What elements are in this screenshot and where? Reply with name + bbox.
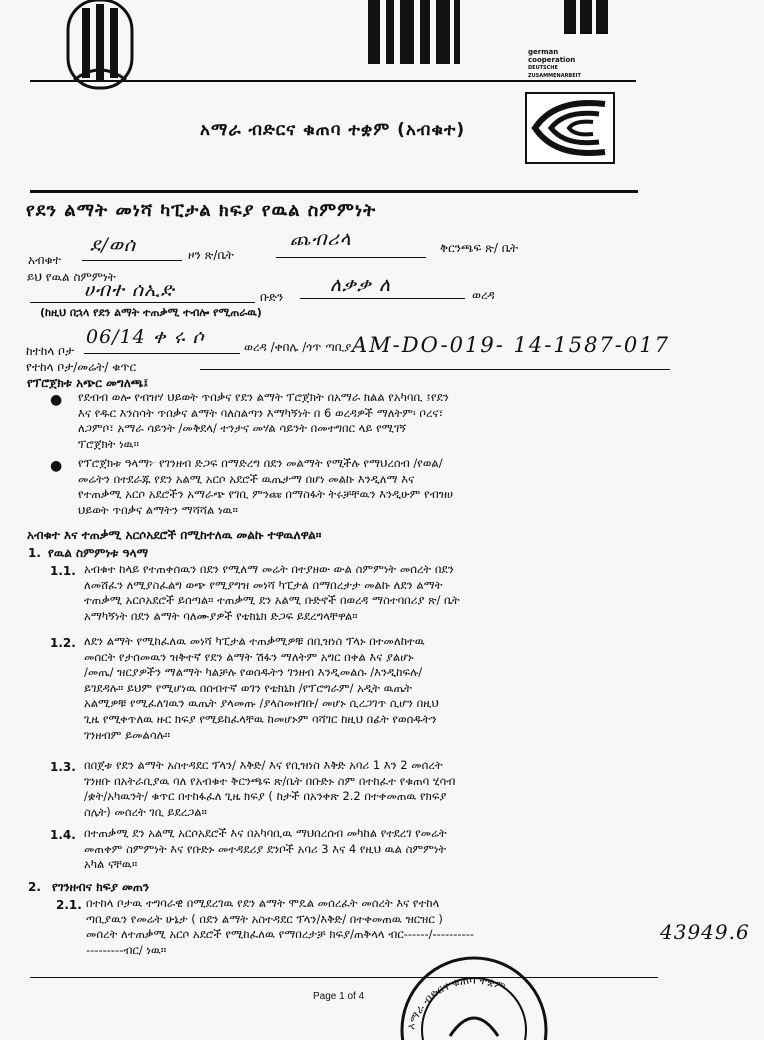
zone-underline xyxy=(82,260,182,261)
footer-divider xyxy=(30,977,658,978)
beneficiary-note: (ከዚህ በኋላ የደን ልማት ተጠቃሚ ተብሎ የሚጠራዉ) xyxy=(40,306,262,319)
plot-number-underline xyxy=(200,369,670,370)
page-number: Page 1 of 4 xyxy=(313,991,365,1002)
clause-2-1: በተከላ ቦታዉ ተግባራዊ በሚደረገዉ የደን ልማት ሞዴል መሰረፈት መሰረት እና የተከላ ጣቢያዉን የመሬት ሁኔታ ( በደን ልማት አስተዳደር ፕላን/እቅድ/ በተቀመጠዉ ዝርዝር ) መሰረት ለተጠቃሚ አርሶ አደሮች የሚከፈለዉ የማበረታቻ ክፍያ/ጠቅላላ ብር------/---------- ---------ብር/ ነዉ። xyxy=(86,896,475,957)
document-title: የደን ልማት መነሻ ካፒታል ክፍያ የዉል ስምምነት xyxy=(26,200,377,221)
clause-1-3-number: 1.3. xyxy=(50,760,76,774)
woreda-label: ወረዳ xyxy=(472,288,495,302)
handwritten-amount: 43949.6 xyxy=(660,920,750,944)
partner-emblem-icon xyxy=(520,0,610,36)
zone-office-label: ዞን ጽ/ቤት xyxy=(188,248,234,262)
clause-1-2-number: 1.2. xyxy=(50,636,76,650)
branch-value: ጨብሪላ xyxy=(290,228,352,250)
emblem-logo xyxy=(62,0,138,90)
clause-1-3: በበጀቱ የደን ልማት አስተዳደር ፕላን/ እቅድ/ እና የቢዝነስ እቅድ አባሪ 1 እን 2 መሰረት ገንዘቡ በአትራቢያዉ ባለ የአብቁተ ቅርንጫፍ ጽ/ቤት በቡድኑ ስም በተከፈተ የቁጠባ ሂሳብ /ቋት/አካዉንት/ ቁጥር በተከፋፈለ ጊዜ ክፍያ ( ከታች በአንቀጽ 2.2 በተቀመጠዉ የክፍያ ስሌት) መሰረት ገቢ ይደረጋል። xyxy=(84,758,456,819)
site-label: ከተከላ ቦታ xyxy=(26,344,74,358)
bullet-2: ● xyxy=(50,458,63,474)
project-description: የደብብ ወሎ የብዝሃ ህይወት ጥበቃና የደን ልማት ፕሮጀክት በአማራ ክልል የአካባቢ ፤የደን እና የዱር እንስሳት ጥበቃና ልማት ባለስልጣን እማካኝነት በ 6 ወረዳዎች ማለትም፡ ቦረና፣ ለጋምቦ፣ አማራ ሳይንት /መቅደላ/ ተንታና መሃል ሳይንት በመተግበር ላይ የሚገኝ ፕሮጀክት ነዉ። xyxy=(78,390,449,451)
site-location-label: ወረዳ /ቀበሌ /ጎጥ ጣቢያ xyxy=(244,340,352,354)
title-divider xyxy=(30,190,638,193)
beneficiary-name-value: ሀብተ ሰኢድ xyxy=(84,279,175,301)
org-logo xyxy=(368,0,460,68)
section-2-number: 2. xyxy=(28,880,41,894)
partner-text: german cooperation DEUTSCHE ZUSAMMENARBEIT xyxy=(528,48,581,79)
clause-2-1-number: 2.1. xyxy=(56,898,82,912)
stamp-text: ኦማራ ብድርና ቁጠባ ተቋም xyxy=(404,973,508,1031)
clause-1-1-number: 1.1. xyxy=(50,564,76,578)
clause-1-1: አብቁተ ከላይ የተጠቀሰዉን በደን የሚለማ መሬት በተያዘው ውል ስምምነት መሰረት በደን ለመሸፈን ለሚያስፈልግ ወጭ የሚያግዝ መነሻ ካፒታል በማበረታታ መልኩ ለደን ልማት ተጠቃሚ አርሶአደሮች ይሰጣል። ተጠቃሚ ደን አልሚ ቡድኖች በወረዳ ማስተባበሪያ ጽ/ ቤት አማካኝነት በደን ልማት ባለሙያዎች የቴክኒክ ድጋፍ ይደረግላቸዋል። xyxy=(84,562,460,623)
beneficiary-underline xyxy=(30,302,255,303)
plot-number-label: የተከላ ቦታ/መሬት/ ቁጥር xyxy=(26,360,137,374)
clause-1-4: በተጠቃሚ ደን አልሚ አርሶአደሮች እና በአካባቢዉ ማህበረሰብ መካከል የተደረገ የመሬት መጠቀም ስምምነት እና የቡድኑ መተዳደሪያ ደንቦች አባሪ 3 እና 4 የዚህ ዉል ስምምነት አካል ናቸዉ። xyxy=(84,826,447,872)
section-1-title: የዉል ስምምነቱ ዓላማ xyxy=(48,546,149,560)
agreement-statement: አብቁተ እና ተጠቃሚ አርሶአደሮች በሚከተለዉ መልኩ ተዋዉለዋል። xyxy=(27,528,322,542)
branch-underline xyxy=(276,257,426,258)
project-objective: የፕሮጀክቱ ዓላማ፦ የገንዘብ ድጋፍ በማድረግ በደን መልማት የሚችሉ የማህረሰብ /የወል/ መሬትን በተደራጁ የደን አልሚ አርሶ አደሮች ዉጤታማ በሆነ መልኩ እንዲለማ እና የተጠቃሚ አርሶ አደሮችን አማራጭ የገቢ ምንጩ በማስፋት ትሩቻቸዉን እንዲሁም የብዝሀ ህይወት ጥበቃና ልማትን ማሻሻል ነዉ። xyxy=(78,456,454,517)
header-divider xyxy=(30,80,636,82)
group-label: ቡድን xyxy=(260,290,284,304)
agreement-intro: ይህ የዉል ስምምነት xyxy=(27,270,116,284)
project-summary-heading: የፕሮጀክቱ አጭር መግለጫ፤ xyxy=(27,376,149,390)
site-underline xyxy=(84,353,240,354)
bullet-1: ● xyxy=(50,392,63,408)
clause-1-2: ለደን ልማት የሚከፈለዉ መነሻ ካፒታል ተጠቃሚዎቹ በቢዝነስ ፕላኑ በተመለከተዉ መሰርት የታሰመዉን ዝቅተኛ የደን ልማት ሽፋን ማለትም አግር በቀል እና ያልሆኑ /መጤ/ ዝርያዎችን ማልማት ካልቻሉ የወሰዱትን ገንዘብ እንዲመልሱ /እንዲከፍሉ/ ይገደዳሉ። ይህም የሚሆነዉ በሰብተኛ ወገን የቴክኒክ /የፕሮግራም/ አዲት ዉጤት አልሚዎቹ የሚፈለገዉን ዉጤት ያላመጡ /ያላስመዘገቡ/ መሆኑ ሲረጋገጥ ሲሆን በዚህ ጊዜ የሚቀጥለዉ ዙር ክፍያ የሚይከፈላቸዉ ከመሆኑም ባሻገር ከዚህ በፊት የወሰዱትን ገንዘብም ይመልሳሉ። xyxy=(84,634,439,742)
partner-logo xyxy=(520,0,610,79)
zone-value: ደ/ወሰ xyxy=(90,234,137,256)
org-title: አማራ ብድርና ቁጠባ ተቋም (አብቁተ) xyxy=(200,120,466,140)
group-underline xyxy=(300,298,465,299)
section-2-title: የገንዘብና ክፍያ መጠን xyxy=(52,880,150,894)
branch-office-label: ቅርንጫፍ ጽ/ ቤት xyxy=(440,241,519,255)
section-1-number: 1. xyxy=(28,546,41,560)
org-label: አብቁተ xyxy=(28,253,61,267)
acsi-logo xyxy=(525,92,615,164)
clause-1-4-number: 1.4. xyxy=(50,828,76,842)
plot-number-value: AM-DO-019- 14-1587-017 xyxy=(352,333,670,357)
site-value: 06/14 ቀ ሩ ሶ xyxy=(86,326,205,348)
group-value: ለቃቃ ለ xyxy=(330,274,392,296)
